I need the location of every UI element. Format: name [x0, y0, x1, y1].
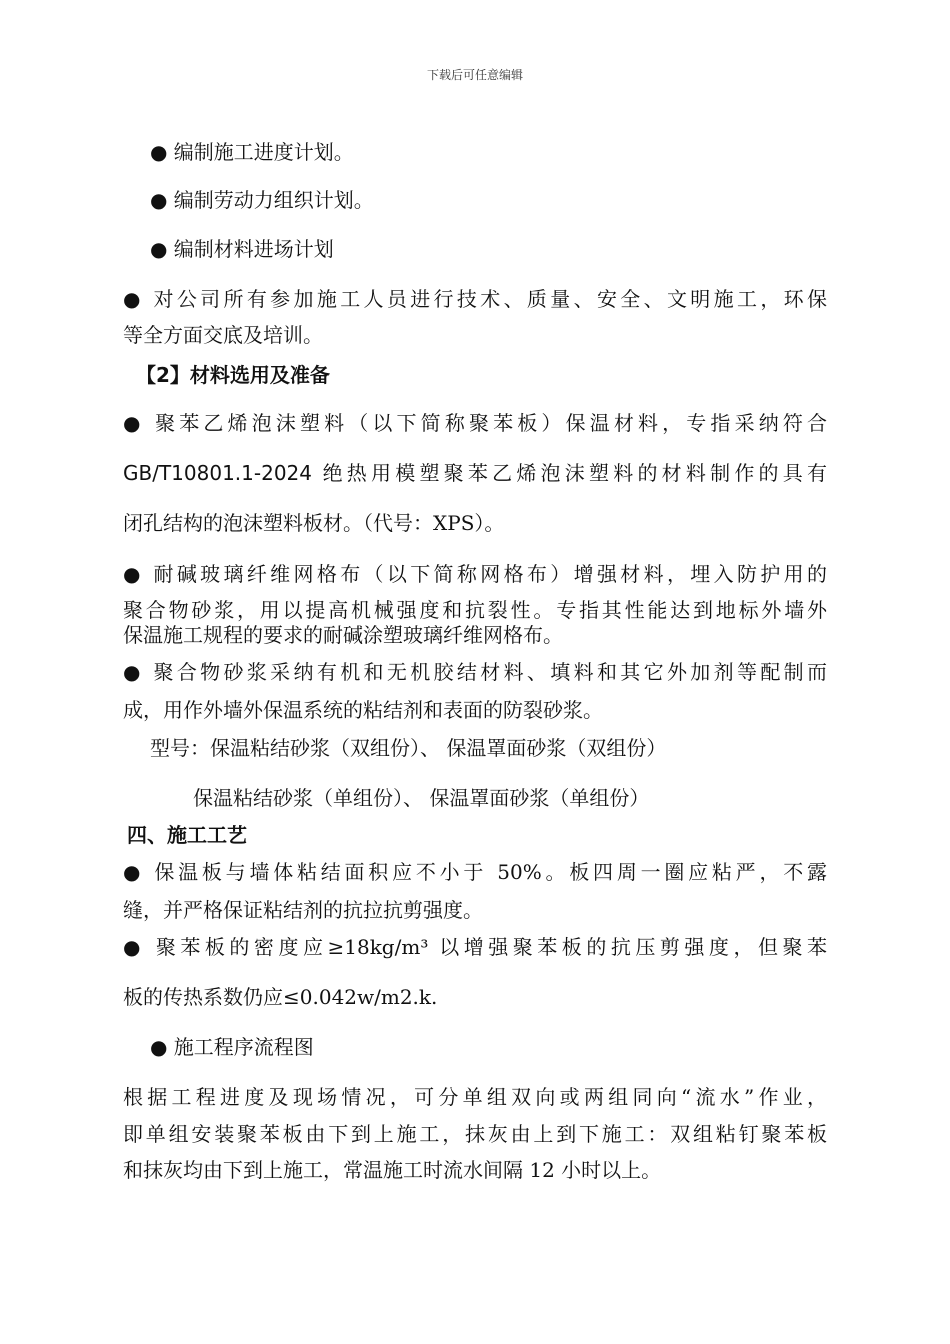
flowchart-bullet: ● 施工程序流程图 [150, 1035, 314, 1059]
bonding-paragraph-line2: 缝，并严格保证粘结剂的抗拉抗剪强度。 [123, 898, 483, 922]
eps-paragraph-line2: GB/T10801.1-2024 绝热用模塑聚苯乙烯泡沫塑料的材料制作的具有 [123, 461, 827, 485]
bullet-labor-plan: ● 编制劳动力组织计划。 [150, 188, 374, 212]
workflow-paragraph-line3: 和抹灰均由下到上施工，常温施工时流水间隔 12 小时以上。 [123, 1158, 662, 1182]
mesh-paragraph-line3: 保温施工规程的要求的耐碱涂塑玻璃纤维网格布。 [123, 623, 563, 647]
bullet-material-plan: ● 编制材料进场计划 [150, 237, 334, 261]
page-header: 下载后可任意编辑 [426, 68, 523, 82]
model-line-two-component: 型号：保温粘结砂浆（双组份）、 保温罩面砂浆（双组份） [150, 736, 667, 760]
mesh-paragraph-line2: 聚合物砂浆，用以提高机械强度和抗裂性。专指其性能达到地标外墙外 [123, 598, 827, 622]
density-paragraph-line1: ● 聚苯板的密度应≥18kg/m³ 以增强聚苯板的抗压剪强度，但聚苯 [123, 935, 827, 959]
bonding-paragraph-line1: ● 保温板与墙体粘结面积应不小于 50%。板四周一圈应粘严，不露 [123, 860, 827, 884]
density-paragraph-line2: 板的传热系数仍应≤0.042w/m2.k. [123, 985, 438, 1009]
workflow-paragraph-line1: 根据工程进度及现场情况，可分单组双向或两组同向“流水”作业， [123, 1085, 827, 1109]
eps-paragraph-line1: ● 聚苯乙烯泡沫塑料（以下简称聚苯板）保温材料，专指采纳符合 [123, 411, 827, 435]
mortar-paragraph-line1: ● 聚合物砂浆采纳有机和无机胶结材料、填料和其它外加剂等配制而 [123, 660, 827, 684]
mesh-paragraph-line1: ● 耐碱玻璃纤维网格布（以下简称网格布）增强材料，埋入防护用的 [123, 562, 827, 586]
bullet-schedule-plan: ● 编制施工进度计划。 [150, 140, 354, 164]
mortar-paragraph-line2: 成，用作外墙外保温系统的粘结剂和表面的防裂砂浆。 [123, 698, 603, 722]
section-heading-materials: 【2】材料选用及准备 [136, 363, 330, 387]
workflow-paragraph-line2: 即单组安装聚苯板由下到上施工，抹灰由上到下施工：双组粘钉聚苯板 [123, 1122, 827, 1146]
section-heading-process: 四、施工工艺 [127, 823, 247, 847]
eps-paragraph-line3: 闭孔结构的泡沫塑料板材。（代号：XPS）。 [123, 511, 505, 535]
bullet-training-line1: ● 对公司所有参加施工人员进行技术、质量、安全、文明施工，环保 [123, 287, 827, 311]
model-line-one-component: 保温粘结砂浆（单组份）、 保温罩面砂浆（单组份） [193, 786, 650, 810]
bullet-training-line2: 等全方面交底及培训。 [123, 323, 323, 347]
